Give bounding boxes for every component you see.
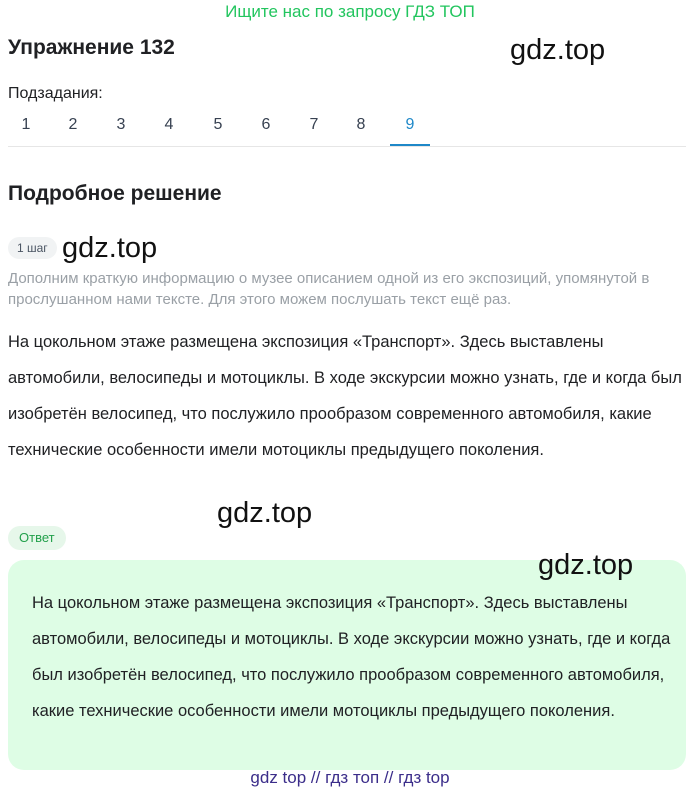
tab-subtask-3[interactable]: 3	[116, 116, 126, 133]
promo-link[interactable]: Ищите нас по запросу ГДЗ ТОП	[225, 2, 475, 21]
watermark: gdz.top	[538, 549, 634, 581]
tab-subtask-9[interactable]: 9	[390, 112, 430, 146]
subtask-tabs	[8, 112, 686, 147]
answer-text: На цокольном этаже размещена экспозиция «Транспорт». Здесь выставлены автомобили, велосипеды и мотоциклы. В ходе экскурсии можно узнать, где и когда был изобретён велосипед, что послужило прообразом современного автомобиля, какие технические особенности имели мотоциклы предыдущего поколения.	[32, 594, 671, 720]
page-title: Упражнение 132	[8, 36, 175, 59]
tab-subtask-8[interactable]: 8	[356, 116, 366, 133]
footer-links[interactable]: gdz top // гдз топ // гдз top	[250, 768, 450, 787]
tab-subtask-1[interactable]: 1	[21, 116, 31, 133]
watermark: gdz.top	[217, 497, 313, 529]
watermark: gdz.top	[510, 34, 606, 66]
solution-heading: Подробное решение	[8, 182, 222, 205]
tab-subtask-7[interactable]: 7	[309, 116, 319, 133]
step-badge: 1 шаг	[8, 237, 57, 259]
tab-subtask-2[interactable]: 2	[68, 116, 78, 133]
tab-subtask-4[interactable]: 4	[164, 116, 174, 133]
solution-text: На цокольном этаже размещена экспозиция «Транспорт». Здесь выставлены автомобили, велосипеды и мотоциклы. В ходе экскурсии можно узнать, где и когда был изобретён велосипед, что послужило прообразом современного автомобиля, какие технические особенности имели мотоциклы предыдущего поколения.	[8, 333, 682, 459]
tab-subtask-6[interactable]: 6	[261, 116, 271, 133]
solution-hint: Дополним краткую информацию о музее описанием одной из его экспозиций, упомянутой в прослушанном нами тексте. Для этого можем послушать текст ещё раз.	[8, 270, 650, 308]
answer-badge: Ответ	[8, 526, 66, 550]
watermark: gdz.top	[62, 232, 158, 264]
subtasks-label: Подзадания:	[8, 85, 103, 102]
tab-subtask-5[interactable]: 5	[213, 116, 223, 133]
